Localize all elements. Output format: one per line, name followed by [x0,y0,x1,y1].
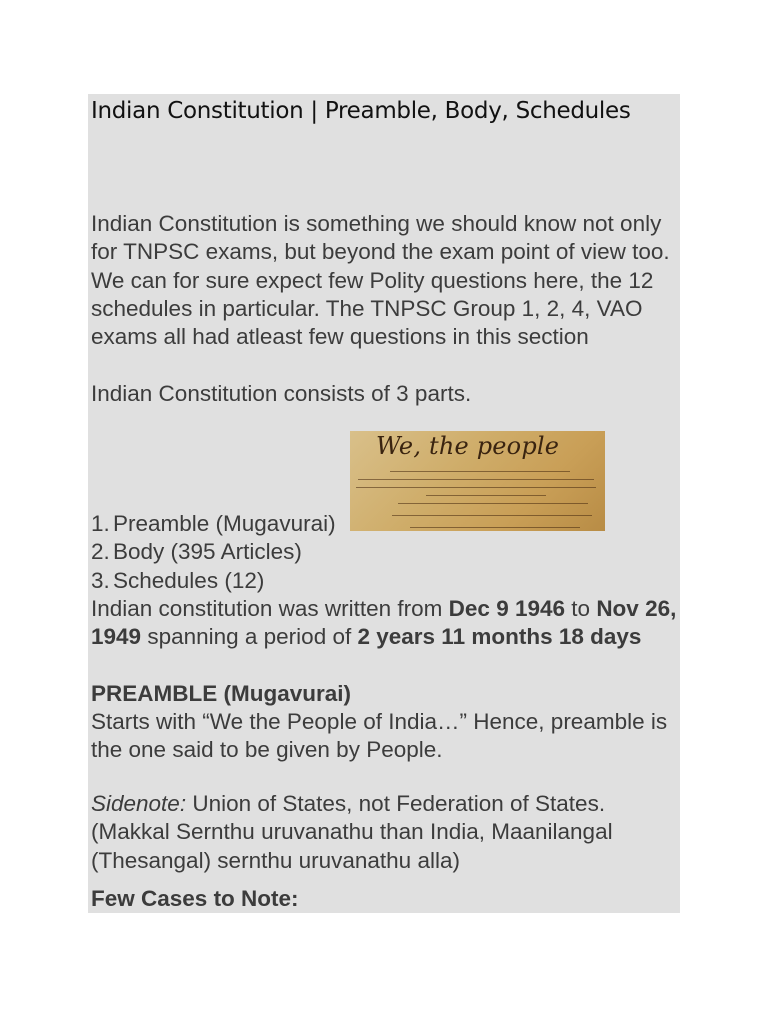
dates-paragraph: Indian constitution was written from Dec 9 1946 to Nov 26, 1949 spanning a period of 2 years 11 months 18 days [91,596,677,650]
start-date: Dec 9 1946 [448,596,566,621]
sidenote-label: Sidenote: [91,791,187,816]
preamble-paragraph: Starts with “We the People of India…” Hence, preamble is the one said to be given by People. [91,709,668,763]
page-title: Indian Constitution | Preamble, Body, Schedules [91,98,631,124]
list-item: 2. Body (395 Articles) [91,539,302,565]
list-item: 1. Preamble (Mugavurai) [91,511,336,536]
period: 2 years 11 months 18 days [357,624,642,650]
document-page [88,94,680,913]
intro-paragraph: Indian Constitution is something we should know not only for TNPSC exams, but beyond the exam point of view too. We can for sure expect few Polity questions here, the 12 schedules in particular. The TNPSC Group 1, 2, 4, VAO exams all had atleast few questions in this section [91,211,670,350]
list-item: 3. Schedules (12) [91,567,265,593]
parts-list [91,510,681,595]
end-date: Nov 26, 1949 [91,596,677,650]
cases-heading: Few Cases to Note: [91,886,299,911]
parts-intro: Indian Constitution consists of 3 parts. [91,381,472,406]
image-heading: We, the people [376,432,560,460]
sidenote-paragraph: Sidenote: Union of States, not Federation of States. (Makkal Sernthu uruvanathu than India, Maanilangal (Thesangal) sernthu uruvanathu alla) [91,791,613,873]
preamble-heading: PREAMBLE (Mugavurai) [91,681,352,706]
